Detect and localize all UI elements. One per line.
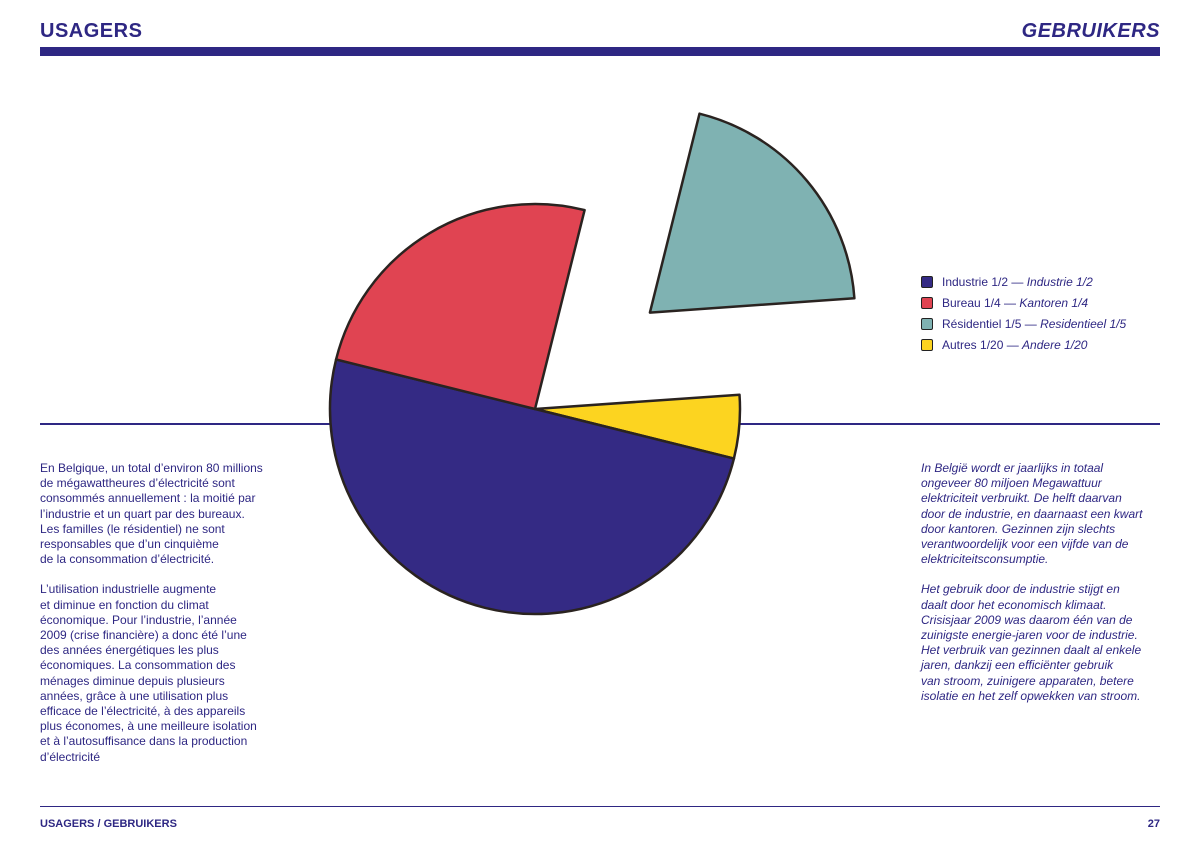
footer-title: USAGERS / GEBRUIKERS bbox=[40, 818, 177, 830]
legend-label-nl: Industrie 1/2 bbox=[1026, 274, 1093, 289]
legend-item-residentiel: Résidentiel 1/5 — Residentieel 1/5 bbox=[921, 313, 1126, 334]
paragraph-fr-1: En Belgique, un total d’environ 80 millions de mégawattheures d’électricité sont consommés annuellement : la moitié par l’industrie et un quart par des bureaux. Les familles (le résidentiel) ne sont responsables que d’un cinquième de la consommation d’électricité. bbox=[40, 461, 263, 567]
pie-slice-residentiel bbox=[650, 114, 855, 313]
legend-swatch-residentiel bbox=[921, 318, 933, 330]
legend-swatch-autres bbox=[921, 339, 933, 351]
header-title-nl: GEBRUIKERS bbox=[1021, 20, 1160, 42]
legend-label-fr: Autres 1/20 bbox=[942, 337, 1004, 352]
legend-item-industrie: Industrie 1/2 — Industrie 1/2 bbox=[921, 271, 1126, 292]
legend-label-nl: Kantoren 1/4 bbox=[1019, 295, 1089, 310]
body-text-nl bbox=[921, 461, 1161, 719]
legend-label-nl: Andere 1/20 bbox=[1022, 337, 1088, 352]
legend-label-fr: Résidentiel 1/5 bbox=[942, 316, 1022, 331]
chart-legend bbox=[921, 271, 1126, 355]
paragraph-nl-1: In België wordt er jaarlijks in totaal ongeveer 80 miljoen Megawattuur elektriciteit verbruikt. De helft daarvan door de industrie, en daarnaast een kwart door kantoren. Gezinnen zijn slechts verantwoordelijk voor een vijfde van de elektriciteitsconsumptie. bbox=[921, 461, 1143, 567]
legend-label-nl: Residentieel 1/5 bbox=[1040, 316, 1127, 331]
paragraph-fr-2: L’utilisation industrielle augmente et diminue en fonction du climat économique. Pour l’industrie, l’année 2009 (crise financière) a donc été l’une des années énergétiques les plus économiques. La consommation des ménages diminue depuis plusieurs années, grâce à une utilisation plus efficace de l’électricité, à des appareils plus économes, à une meilleure isolation et à l’autosuffisance dans la production d’électricité bbox=[40, 582, 257, 764]
footer-line bbox=[40, 806, 1160, 807]
legend-item-bureau: Bureau 1/4 — Kantoren 1/4 bbox=[921, 292, 1126, 313]
body-text-fr bbox=[40, 461, 295, 780]
legend-label-fr: Industrie 1/2 bbox=[942, 274, 1009, 289]
legend-label-fr: Bureau 1/4 bbox=[942, 295, 1001, 310]
legend-swatch-bureau bbox=[921, 297, 933, 309]
header-title-fr: USAGERS bbox=[40, 20, 143, 42]
page-number: 27 bbox=[1147, 818, 1160, 830]
paragraph-nl-2: Het gebruik door de industrie stijgt en daalt door het economisch klimaat. Crisisjaar 2009 was daarom één van de zuinigste energie-jaren voor de industrie. Het verbruik van gezinnen daalt al enkele jaren, dankzij een efficiënter gebruik van stroom, zuinigere apparaten, betere isolatie en het zelf opwekken van stroom. bbox=[921, 582, 1142, 703]
legend-item-autres: Autres 1/20 — Andere 1/20 bbox=[921, 334, 1126, 355]
legend-swatch-industrie bbox=[921, 276, 933, 288]
